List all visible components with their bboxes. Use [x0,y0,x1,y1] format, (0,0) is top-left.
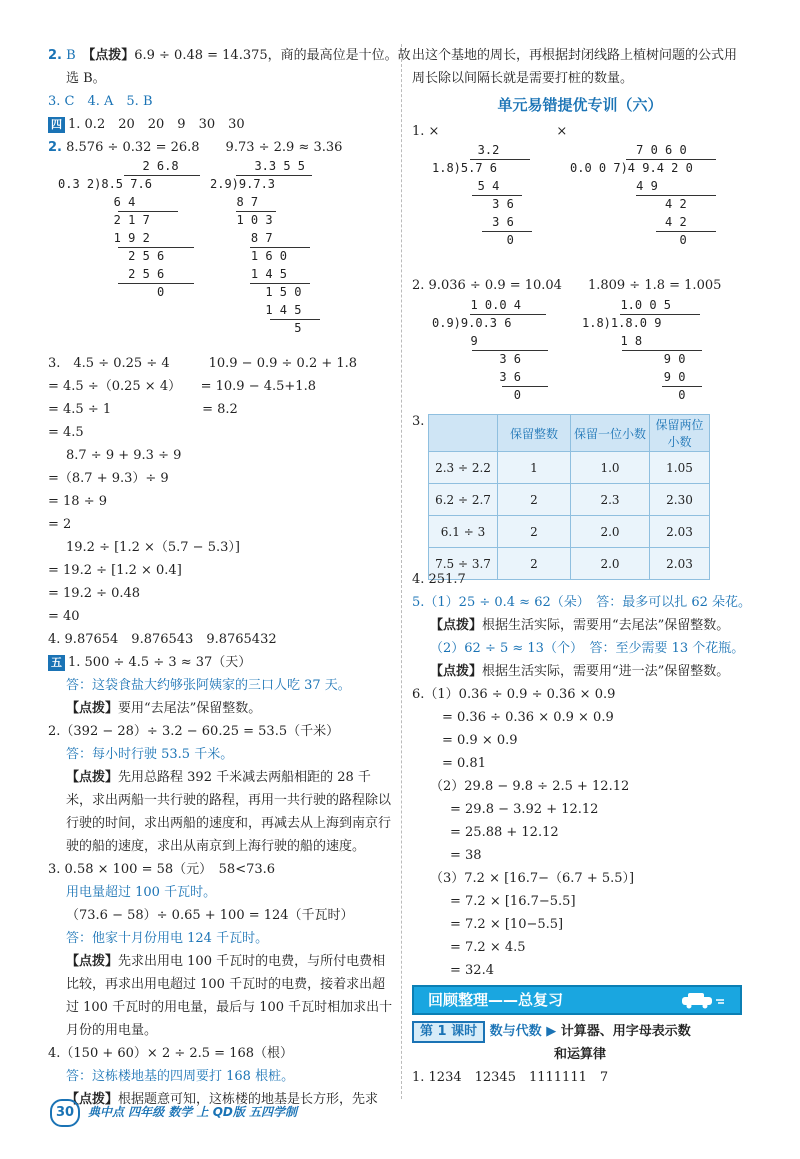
division-row: 8 7 [222,195,259,209]
car-icon [678,991,728,1009]
answer-line: 答：每小时行驶 53.5 千米。 [66,747,234,762]
calc-line: = 4.5 ÷ 1 = 8.2 [48,402,238,417]
division-row: 0 [92,285,165,299]
lesson-subtitle: 计算器、用字母表示数 [560,1024,691,1039]
hint-text: 根据题意可知，这栋楼的地基是长方形，先求 [118,1092,379,1107]
division-row: 2 5 6 [92,249,165,263]
division-row: 2.9)9.7.3 [210,177,276,191]
division-row: 0 [600,233,687,247]
q-num: 2. [48,140,62,155]
answer-line: 答：这袋食盐大约够张阿姨家的三口人吃 37 天。 [66,678,351,693]
table-row [429,452,710,484]
section-title: 单元易错提优专训（六） [497,96,663,114]
division-row: 4 9 [600,179,658,193]
division-row: 9 0 [606,352,686,366]
hint-text: 根据生活实际，需要用“去尾法”保留整数。 [482,618,730,633]
hint-text: 要用“去尾法”保留整数。 [118,701,262,716]
hint-tag: 【点拨】 [430,618,483,633]
banner-title: 回顾整理——总复习 [428,991,564,1009]
hint-tag: 【点拨】 [66,1092,119,1107]
division-row: 1 6 0 [222,249,288,263]
division-row: 0 [456,388,522,402]
answer-line: 答：他家十月份用电 124 千瓦时。 [66,931,269,946]
calc-line: 6.（1）0.36 ÷ 0.9 ÷ 0.36 × 0.9 [412,687,616,702]
arrow-icon: ▶ [546,1024,557,1039]
table-cell: 2.0 [571,516,650,548]
division-row: 0.3 2)8.5 7.6 [58,177,152,191]
division-row: 3 6 [456,352,522,366]
division-row: 3.3 5 5 [240,159,306,173]
s5-q3: 3. 0.58 × 100 = 58（元） 58<73.6 [48,862,276,877]
division-row: 3 6 [456,215,514,229]
table-cell: 保留一位小数 [571,415,650,452]
table-cell: 1 [498,452,571,484]
hint-tag: 【点拨】 [88,48,135,63]
lesson-title: 数与代数 [489,1024,542,1039]
lesson-header [412,1020,748,1089]
table-row [429,484,710,516]
calc-line: （73.6 − 58）÷ 0.65 + 100 = 124（千瓦时） [66,908,354,923]
table-cell: 保留整数 [498,415,571,452]
division-row: 8 7 [222,231,273,245]
r-q5-2: （2）62 ÷ 5 ≈ 13（个） 答：至少需要 13 个花瓶。 [430,641,745,656]
r-q2: 2. 9.036 ÷ 0.9 = 10.04 1.809 ÷ 1.8 = 1.005 [412,278,722,293]
table-cell: 保留两位小数 [650,415,710,452]
division-row: 6 4 [92,195,136,209]
table-cell: 2 [498,516,571,548]
page-footer [40,1099,380,1125]
r-q4-q6-block [412,568,752,982]
hint-tag: 【点拨】 [430,664,483,679]
hint-text-cont: 出这个基地的周长，再根据封闭线路上植树问题的公式用周长除以间隔长就是需要打桩的数量。 [412,48,738,86]
r7-answer: 1. 1234 12345 1111111 7 [412,1070,609,1085]
q4-answer: 4. 9.87654 9.876543 9.8765432 [48,632,277,647]
division-row: 1 9 2 [92,231,150,245]
table-cell: 2.30 [650,484,710,516]
calc-line: 3. 4.5 ÷ 0.25 ÷ 4 10.9 − 0.9 ÷ 0.2 + 1.8 [48,356,358,371]
division-row: 4 2 [600,215,687,229]
calc-line: 8.7 ÷ 9 + 9.3 ÷ 9 [66,448,182,463]
division-row: 1.8)5.7 6 [432,161,498,175]
division-row: 2 1 7 [92,213,150,227]
calc-line: = 19.2 ÷ [1.2 × 0.4] [48,563,182,578]
division-row: 1 0.0 4 [456,298,522,312]
footer-title: 典中点 四年级 数学 上 QD版 五四学制 [88,1105,298,1119]
division-row: 2 6.8 [128,159,179,173]
calc-line: = 7.2 × 4.5 [450,940,526,955]
calc-line: = 32.4 [450,963,494,978]
r-q1: 1. × × [412,124,568,139]
division-row: 1 0 3 [222,213,273,227]
hint-text-cont: 选 B。 [66,71,106,86]
r-q4: 4. 251.7 [412,572,466,587]
s5-q1: 1. 500 ÷ 4.5 ÷ 3 ≈ 37（天） [68,655,252,670]
column-divider [401,44,402,1099]
division-row: 1 4 5 [222,303,302,317]
calc-line: = 40 [48,609,80,624]
division-row: 1 5 0 [222,285,302,299]
left-column [48,44,411,1107]
division-row: 3.2 [456,143,500,157]
division-row: 5 [222,321,302,335]
division-row: 1 4 5 [222,267,288,281]
calc-line: =（8.7 + 9.3）÷ 9 [48,471,169,486]
hint-tag: 【点拨】 [66,770,119,785]
division-row: 0.0 0 7)4 9.4 2 0 [570,161,693,175]
calc-line: = 19.2 ÷ 0.48 [48,586,141,601]
rounding-table [428,414,710,580]
r-q3: 3. [412,414,425,429]
hint-text: 根据生活实际，需要用“进一法”保留整数。 [482,664,730,679]
division-row: 1.8)1.8.0 9 [582,316,662,330]
right-column [412,44,752,978]
hint-text: 先求出用电 100 千瓦时的电费，与所付电费相比较，再求出用电超过 100 千瓦时的电费，接着求出超过 100 千瓦时的用电量，最后与 100 千瓦时相加求出十月份的用电量。 [66,954,393,1038]
calc-line: = 38 [450,848,482,863]
q3-block [48,352,394,1111]
table-cell: 1.0 [571,452,650,484]
page-number: 30 [50,1099,80,1127]
calc-line: = 4.5 [48,425,84,440]
s5-q2: 2.（392 − 28）÷ 3.2 − 60.25 = 53.5（千米） [48,724,340,739]
s4-q1: 1. 0.2 20 20 9 30 30 [68,117,245,132]
r-q5-1: 5.（1）25 ÷ 0.4 ≈ 62（朵） 答：最多可以扎 62 朵花。 [412,595,752,610]
review-banner [412,985,742,1015]
table-cell: 1.05 [650,452,710,484]
lesson-tag: 第 1 课时 [412,1021,485,1043]
calc-line: = 4.5 ÷（0.25 × 4） = 10.9 − 4.5+1.8 [48,379,316,394]
answers-3-5: 3. C 4. A 5. B [48,94,153,109]
calc-line: = 0.9 × 0.9 [442,733,518,748]
table-cell [429,415,498,452]
division-row: 7 0 6 0 [600,143,687,157]
division-row: 1 8 [606,334,643,348]
lesson-subtitle-cont: 和运算律 [553,1047,606,1062]
hint-text: 先用总路程 392 千米减去两船相距的 28 千米，求出两船一共行驶的路程，再用一共行驶的路程除以行驶的时间，求出两船的速度和，再减去从上海到南京行驶的船的速度，求出从南京到上海行驶的船的速度。 [66,770,392,854]
hint-tag: 【点拨】 [66,701,119,716]
division-row: 0 [456,233,514,247]
division-row: 3 6 [456,197,514,211]
calc-line: = 25.88 + 12.12 [450,825,559,840]
calc-line: （3）7.2 × [16.7−（6.7 + 5.5）] [430,871,635,886]
section-tag: 四 [48,117,65,133]
table-cell: 2.0 [571,548,650,580]
table-cell: 2 [498,484,571,516]
calc-line: = 7.2 × [16.7−5.5] [450,894,576,909]
answer: B [66,48,76,63]
calc-line: （2）29.8 − 9.8 ÷ 2.5 + 12.12 [430,779,630,794]
division-row: 2 5 6 [92,267,165,281]
table-cell: 2 [498,548,571,580]
division-row: 0.9)9.0.3 6 [432,316,512,330]
division-row: 0 [606,388,686,402]
table-header [429,415,710,452]
division-row: 9 [456,334,478,348]
table-cell: 6.1 ÷ 3 [429,516,498,548]
hint-text: 6.9 ÷ 0.48 = 14.375，商的最高位是十位。故 [134,48,411,63]
calc-line: = 7.2 × [10−5.5] [450,917,564,932]
table-row [429,516,710,548]
calc-line: 19.2 ÷ [1.2 ×（5.7 − 5.3）] [66,540,240,555]
table-cell: 6.2 ÷ 2.7 [429,484,498,516]
answer-line: 答：这栋楼地基的四周要打 168 根桩。 [66,1069,295,1084]
calc-line: = 29.8 − 3.92 + 12.12 [450,802,599,817]
calc-line: = 2 [48,517,72,532]
table-cell: 7.5 ÷ 3.7 [429,548,498,580]
s4-q2: 8.576 ÷ 0.32 = 26.8 9.73 ÷ 2.9 ≈ 3.36 [66,140,343,155]
table-cell: 2.03 [650,516,710,548]
calc-line: = 0.81 [442,756,486,771]
division-row: 9 0 [606,370,686,384]
q-num: 2. [48,48,62,63]
division-row: 1.0 0 5 [606,298,672,312]
calc-line: = 18 ÷ 9 [48,494,107,509]
calc-line: = 0.36 ÷ 0.36 × 0.9 × 0.9 [442,710,614,725]
section-tag: 五 [48,655,65,671]
s5-q4: 4.（150 + 60）× 2 ÷ 2.5 = 168（根） [48,1046,294,1061]
table-cell: 2.3 [571,484,650,516]
table-cell: 2.3 ÷ 2.2 [429,452,498,484]
division-row: 3 6 [456,370,522,384]
answer-line: 用电量超过 100 千瓦时。 [66,885,217,900]
division-row: 5 4 [456,179,500,193]
hint-tag: 【点拨】 [66,954,119,969]
table-cell: 2.03 [650,548,710,580]
division-row: 4 2 [600,197,687,211]
